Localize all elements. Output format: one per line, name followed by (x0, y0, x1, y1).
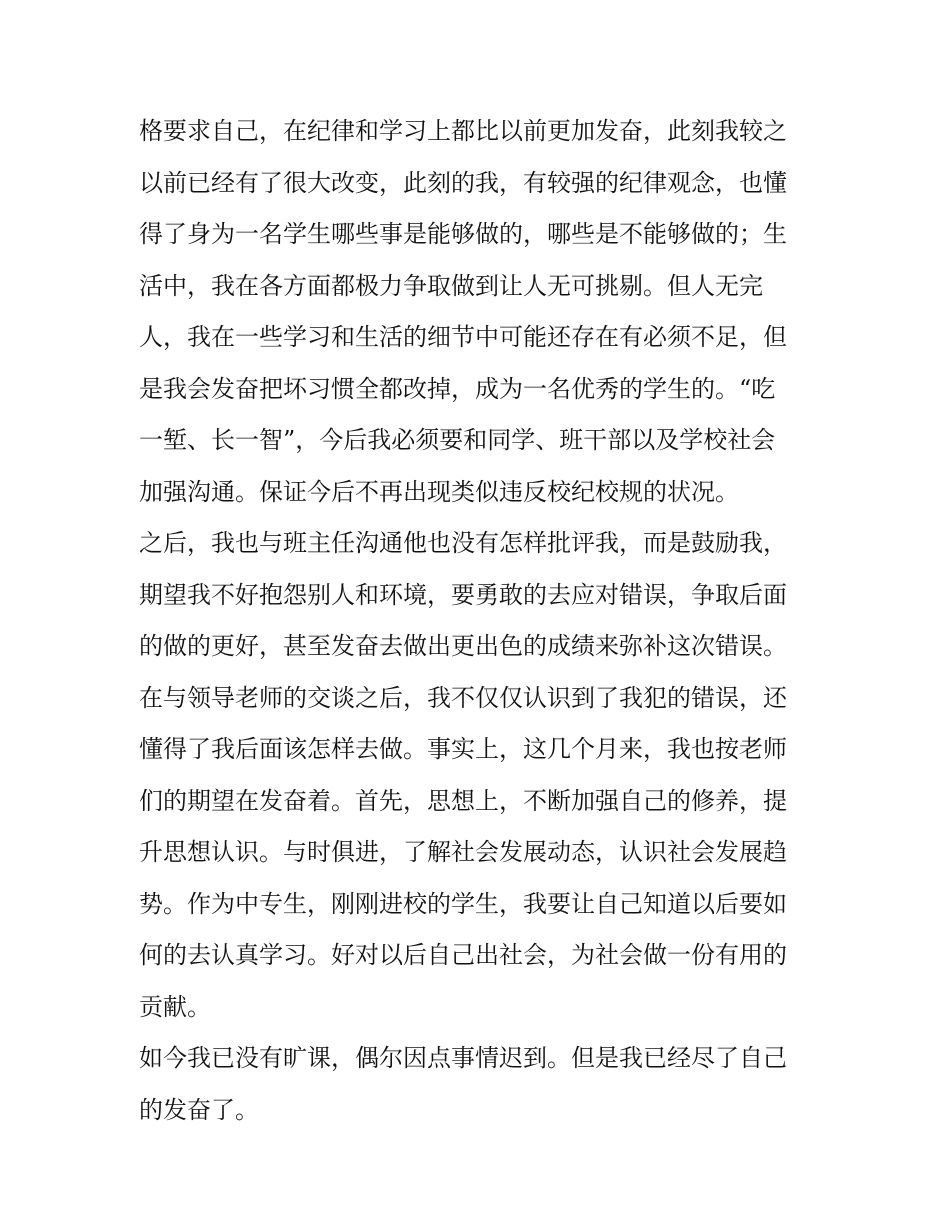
text-line: 活中，我在各方面都极力争取做到让人无可挑剔。但人无完 (139, 271, 763, 300)
text-line: 加强沟通。保证今后不再出现类似违反校纪校规的状况。 (139, 477, 739, 506)
text-line: 以前已经有了很大改变，此刻的我，有较强的纪律观念，也懂 (139, 168, 787, 197)
text-line: 的发奋了。 (139, 1095, 259, 1124)
text-line: 人，我在一些学习和生活的细节中可能还存在有必须不足，但 (139, 323, 787, 351)
text-line: 懂得了我后面该怎样去做。事实上，这几个月来，我也按老师 (139, 735, 787, 763)
text-line: 的做的更好，甚至发奋去做出更出色的成绩来弥补这次错误。 (139, 632, 787, 660)
text-line: 势。作为中专生，刚刚进校的学生，我要让自己知道以后要如 (139, 889, 787, 918)
text-line: 是我会发奋把坏习惯全都改掉，成为一名优秀的学生的。“吃 (139, 374, 776, 403)
text-line: 何的去认真学习。好对以后自己出社会，为社会做一份有用的 (139, 941, 787, 969)
text-line: 格要求自己，在纪律和学习上都比以前更加发奋，此刻我较之 (139, 117, 787, 145)
text-line: 之后，我也与班主任沟通他也没有怎样批评我，而是鼓励我， (139, 529, 787, 557)
text-line: 一堑、长一智”，今后我必须要和同学、班干部以及学校社会 (139, 426, 776, 454)
text-line: 升思想认识。与时俱进，了解社会发展动态，认识社会发展趋 (139, 838, 787, 866)
text-line: 在与领导老师的交谈之后，我不仅仅认识到了我犯的错误，还 (139, 683, 787, 712)
text-line: 们的期望在发奋着。首先，思想上，不断加强自己的修养，提 (139, 786, 787, 815)
text-line: 期望我不好抱怨别人和环境，要勇敢的去应对错误，争取后面 (139, 580, 787, 609)
document-body (139, 106, 819, 1136)
text-line: 得了身为一名学生哪些事是能够做的，哪些是不能够做的；生 (139, 220, 787, 248)
text-line: 如今我已没有旷课，偶尔因点事情迟到。但是我已经尽了自己 (139, 1044, 787, 1072)
text-line: 贡献。 (139, 992, 211, 1021)
